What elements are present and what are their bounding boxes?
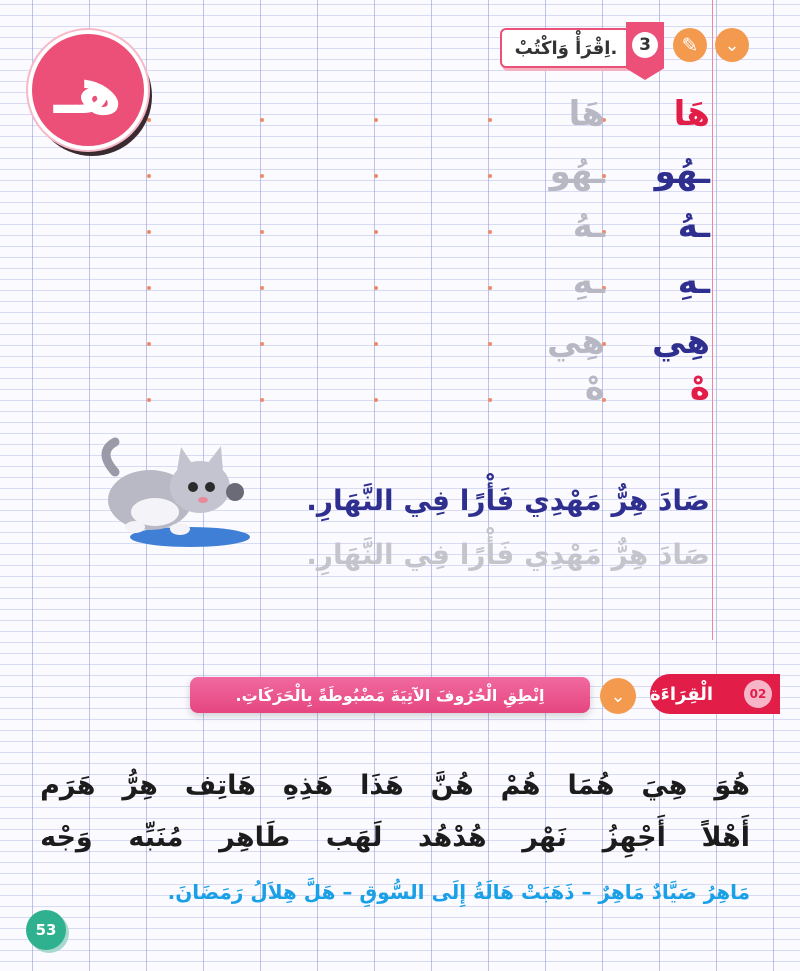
grid-dot — [374, 118, 378, 122]
syllable-main: هِي — [652, 322, 710, 362]
syllable-main: ـهِ — [677, 262, 710, 302]
reading-number: 02 — [744, 680, 772, 708]
reading-word: هُنَّ — [430, 770, 474, 801]
syllable-trace: هْ — [584, 368, 605, 408]
grid-dot — [147, 118, 151, 122]
model-sentence: صَادَ هِرٌّ مَهْدِي فَأْرًا فِي النَّهَارِ. — [306, 484, 710, 517]
exercise-title: اِقْرَأْ وَاكْتُبْ. — [500, 28, 632, 68]
grid-dot — [488, 174, 492, 178]
trace-sentence: صَادَ هِرٌّ مَهْدِي فَأْرًا فِي النَّهَارِ. — [306, 538, 710, 571]
page-number: 53 — [26, 910, 66, 950]
cat-nose — [198, 497, 208, 503]
grid-dot — [260, 342, 264, 346]
reading-word: هَذِهِ — [282, 770, 334, 801]
book-icon: ⌄ — [600, 678, 636, 714]
reading-word: هَاتِف — [184, 770, 256, 801]
grid-dot — [147, 174, 151, 178]
letter-badge — [28, 30, 148, 150]
grid-dot — [374, 174, 378, 178]
cat-paw — [125, 521, 145, 533]
shadow-ellipse — [130, 527, 250, 547]
reading-word: هِرُّ — [122, 770, 158, 801]
exercise-header — [500, 22, 780, 66]
letter-glyph: هـ — [53, 51, 123, 129]
syllable-trace: ـهُو — [549, 152, 605, 192]
grid-dot — [374, 230, 378, 234]
reading-word: أَجْهِزُ — [602, 822, 666, 853]
grid-dot — [260, 398, 264, 402]
section-number: 3 — [632, 32, 658, 58]
cat-eye — [188, 482, 198, 492]
grid-dot — [260, 286, 264, 290]
syllable-main: هَا — [673, 94, 710, 134]
grid-dot — [488, 230, 492, 234]
grid-dot — [374, 398, 378, 402]
reading-word: هَذَا — [360, 770, 404, 801]
reading-word: هِيَ — [641, 770, 688, 801]
cat-illustration — [95, 432, 255, 552]
grid-dot — [488, 342, 492, 346]
cat-tail — [106, 442, 115, 472]
reading-word: مُنَبِّه — [128, 822, 184, 853]
syllable-main: ـهُو — [654, 152, 710, 192]
words-line-2 — [40, 822, 750, 853]
reading-instruction: اِنْطِقِ الْحُرُوفَ الآتِيَةَ مَضْبُوطَةً بِالْحَرَكَاتِ. — [190, 677, 590, 713]
grid-dot — [488, 286, 492, 290]
reading-word: هُوَ — [714, 770, 750, 801]
reading-tab — [650, 674, 780, 714]
reading-word: أَهْلاً — [701, 822, 750, 853]
grid-dot — [147, 342, 151, 346]
grid-dot — [147, 230, 151, 234]
syllable-main: هْ — [689, 368, 710, 408]
margin-line — [712, 0, 713, 640]
syllable-trace: هَا — [568, 94, 605, 134]
reading-word: هُدْهُد — [417, 822, 487, 853]
syllable-main: ـهُ — [677, 206, 710, 246]
syllable-trace: هِي — [547, 322, 605, 362]
reading-word: لَهَب — [325, 822, 383, 853]
pencil-icon: ✎ — [673, 28, 707, 62]
grid-dot — [260, 118, 264, 122]
reading-word: وَجْه — [40, 822, 93, 853]
grid-dot — [260, 230, 264, 234]
grid-dot — [147, 398, 151, 402]
reading-word: هُمْ — [500, 770, 541, 801]
grid-dot — [374, 342, 378, 346]
grid-dot — [488, 398, 492, 402]
reading-word: هَرَم — [40, 770, 96, 801]
syllable-trace: ـهِ — [572, 262, 605, 302]
mouse-icon — [226, 483, 244, 501]
syllable-trace: ـهُ — [572, 206, 605, 246]
book-icon: ⌄ — [715, 28, 749, 62]
reading-word: نَهْر — [522, 822, 567, 853]
phrases-line: مَاهِرُ صَيَّادٌ مَاهِرٌ – ذَهَبَتْ هَالَةُ إِلَى السُّوقِ – هَلَّ هِلاَلُ رَمَضَانَ. — [167, 880, 750, 904]
grid-dot — [488, 118, 492, 122]
grid-dot — [147, 286, 151, 290]
reading-label: الْقِرَاءَة — [650, 683, 714, 705]
reading-header — [190, 662, 780, 718]
grid-dot — [374, 286, 378, 290]
words-line-1 — [40, 770, 750, 801]
cat-eye — [205, 482, 215, 492]
reading-word: طَاهِر — [219, 822, 291, 853]
cat-paw — [170, 523, 190, 535]
reading-word: هُمَا — [567, 770, 615, 801]
grid-dot — [260, 174, 264, 178]
